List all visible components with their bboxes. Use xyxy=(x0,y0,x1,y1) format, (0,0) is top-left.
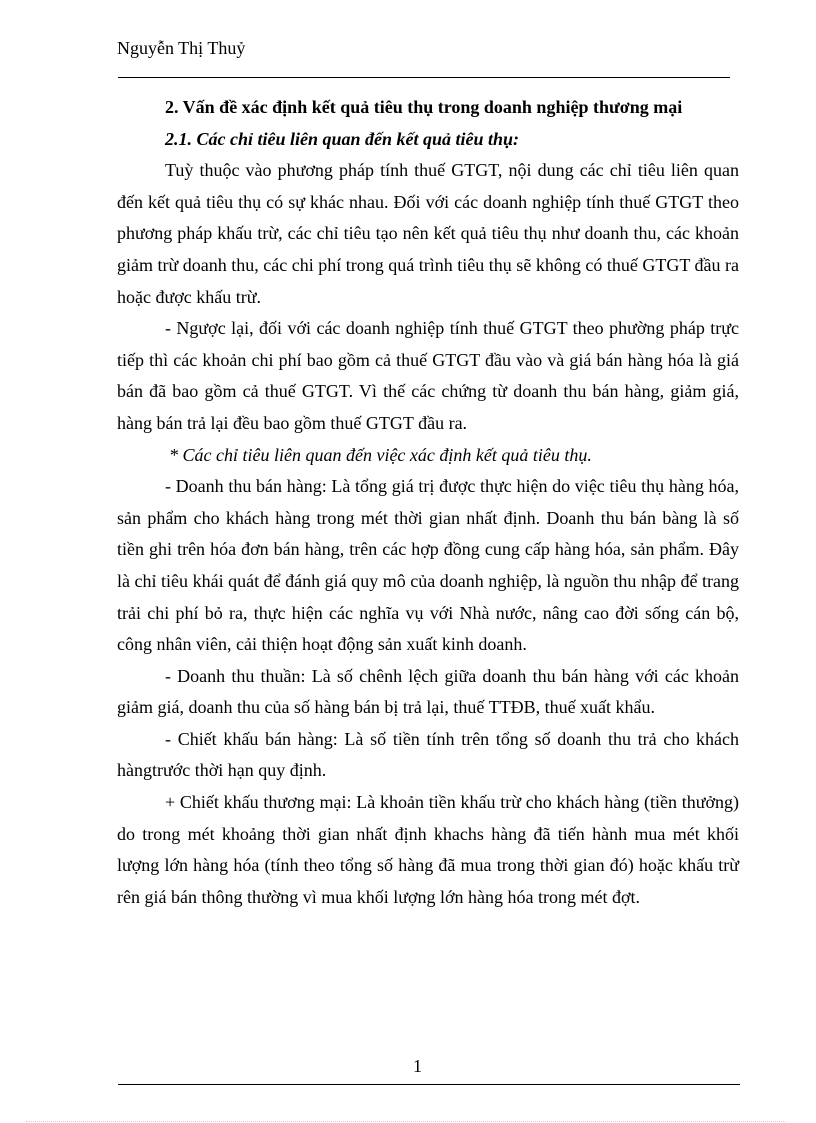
paragraph: - Ngược lại, đối với các doanh nghiệp tính thuế GTGT theo phường pháp trực tiếp thì các khoản chi phí bao gồm cả thuế GTGT đầu vào và giá bán hàng hóa là giá bán đã bao gồm cả thuế GTGT. Vì thế các chứng từ doanh thu bán hàng, giảm giá, hàng bán trả lại đều bao gồm thuế GTGT đầu ra. xyxy=(117,318,739,433)
note-line: * Các chỉ tiêu liên quan đến việc xác định kết quả tiêu thụ. xyxy=(169,444,592,465)
section-heading: 2. Vấn đề xác định kết quả tiêu thụ trong doanh nghiệp thương mại xyxy=(165,97,683,117)
paragraph: - Doanh thu bán hàng: Là tổng giá trị được thực hiện do việc tiêu thụ hàng hóa, sản phẩm cho khách hàng trong mét thời gian nhất định. Doanh thu bán bàng là số tiền ghi trên hóa đơn bán hàng, trên các hợp đồng cung cấp hàng hóa, sản phẩm. Đây là chỉ tiêu khái quát để đánh giá quy mô của doanh nghiệp, là nguồn thu nhập để trang trải chi phí bỏ ra, thực hiện các nghĩa vụ với Nhà nước, nâng cao đời sống cán bộ, công nhân viên, cải thiện hoạt động sản xuất kinh doanh. xyxy=(117,476,739,655)
header-rule xyxy=(118,77,730,78)
page-edge-divider xyxy=(26,1121,786,1122)
subsection-heading: 2.1. Các chỉ tiêu liên quan đến kết quả tiêu thụ: xyxy=(165,128,520,149)
page-number: 1 xyxy=(413,1056,422,1076)
header-author: Nguyễn Thị Thuỷ xyxy=(117,38,246,58)
paragraph: + Chiết khấu thương mại: Là khoản tiền khấu trừ cho khách hàng (tiền thưởng) do trong mét khoảng thời gian nhất định khachs hàng đã tiến hành mua mét khối lượng lớn hàng hóa (tính theo tổng số hàng đã mua trong thời gian đó) hoặc khấu trừ rên giá bán thông thường vì mua khối lượng lớn hàng hóa trong mét đợt. xyxy=(117,792,739,907)
document-body xyxy=(117,92,739,913)
paragraph: - Doanh thu thuần: Là số chênh lệch giữa doanh thu bán hàng với các khoản giảm giá, doanh thu của số hàng bán bị trả lại, thuế TTĐB, thuế xuất khẩu. xyxy=(117,665,739,718)
paragraph: Tuỳ thuộc vào phương pháp tính thuế GTGT, nội dung các chỉ tiêu liên quan đến kết quả tiêu thụ có sự khác nhau. Đối với các doanh nghiệp tính thuế GTGT theo phương pháp khấu trừ, các chỉ tiêu tạo nên kết quả tiêu thụ như doanh thu, các khoản giảm trừ doanh thu, các chi phí trong quá trình tiêu thụ sẽ không có thuế GTGT đầu ra hoặc được khấu trừ. xyxy=(117,160,739,307)
footer-rule xyxy=(118,1084,740,1085)
paragraph: - Chiết khấu bán hàng: Là số tiền tính trên tổng số doanh thu trả cho khách hàngtrước thời hạn quy định. xyxy=(117,728,739,781)
